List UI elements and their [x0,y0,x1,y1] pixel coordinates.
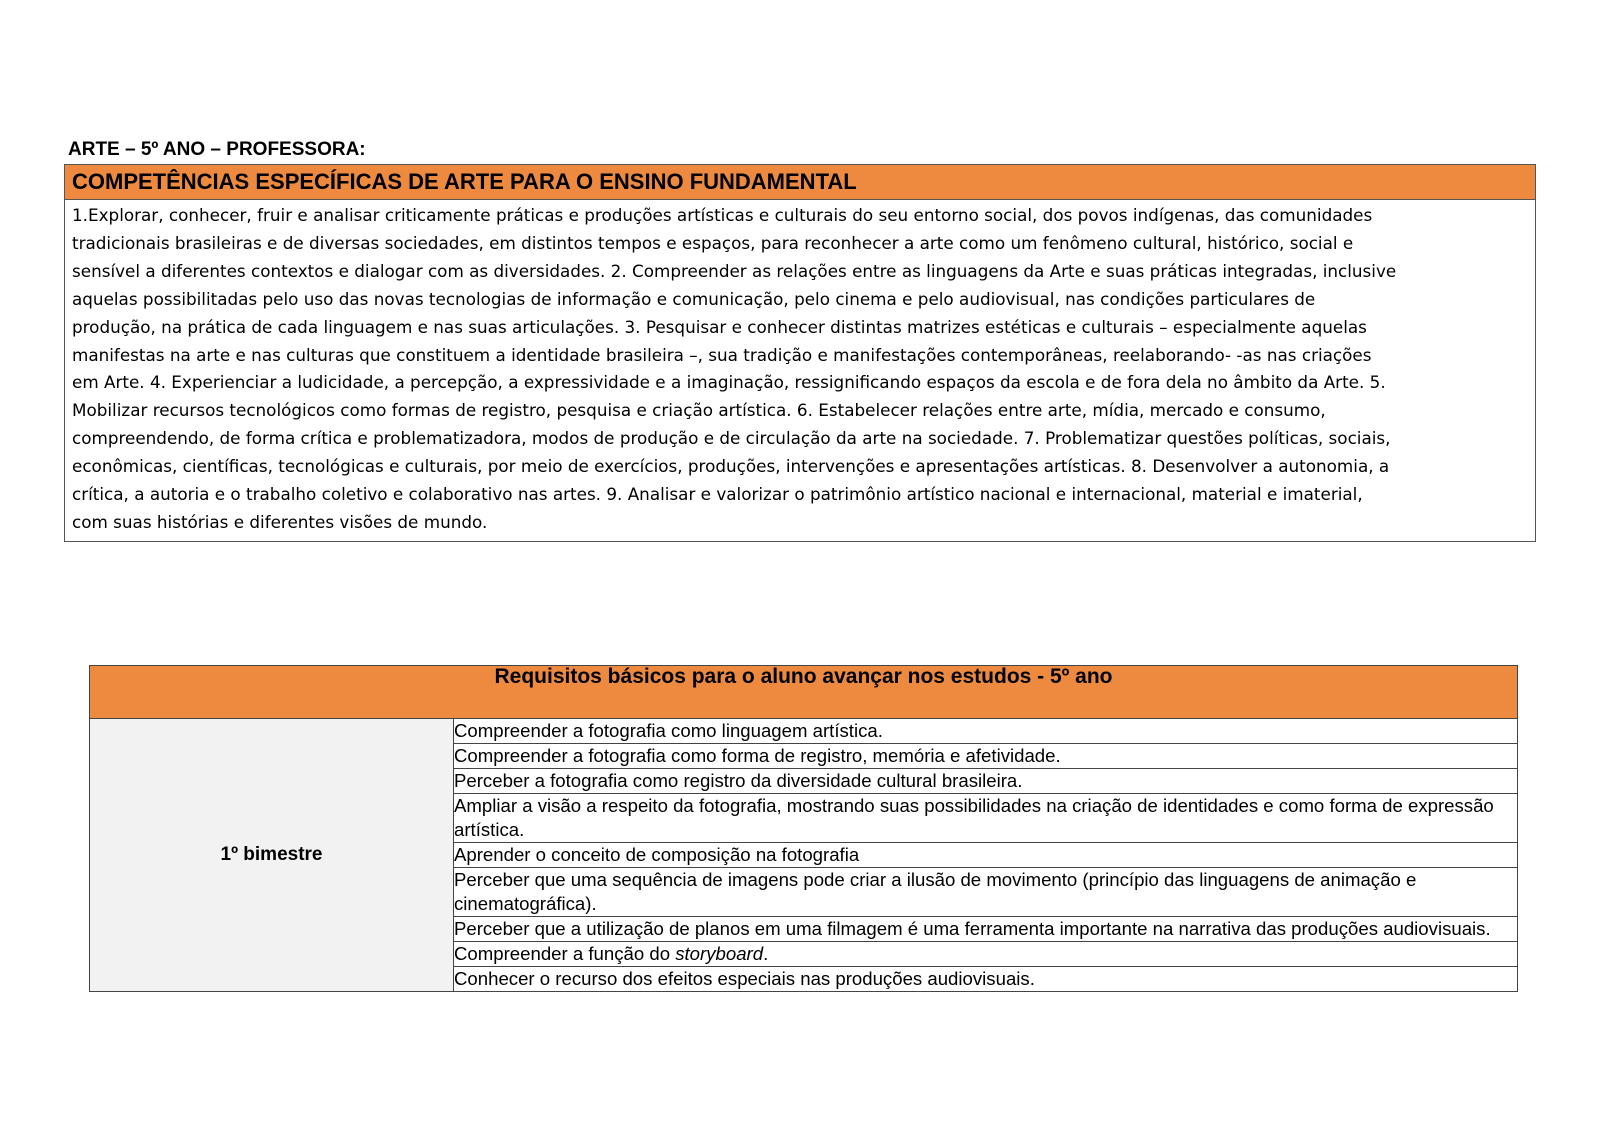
competencias-line: em Arte. 4. Experienciar a ludicidade, a percepção, a expressividade e a imaginação, ressignificando espaços da escola e de fora dela no âmbito da Arte. 5. [72,372,1386,393]
requisito-item: Compreender a fotografia como linguagem artística. [454,719,1518,744]
bimestre-label: 1º bimestre [90,719,454,992]
document-header: ARTE – 5º ANO – PROFESSORA: [68,139,366,160]
requisito-item: Conhecer o recurso dos efeitos especiais nas produções audiovisuais. [454,967,1518,992]
competencias-box [64,164,1536,542]
requisito-item-storyboard [454,942,1518,967]
storyboard-emphasis: storyboard [675,943,764,964]
competencias-line: manifestas na arte e nas culturas que constituem a identidade brasileira –, sua tradição e manifestações contemporâneas, reelaborando- -as nas criações [72,344,1372,365]
requisito-item-text: Compreender a função do [454,943,671,964]
competencias-title: COMPETÊNCIAS ESPECÍFICAS DE ARTE PARA O ENSINO FUNDAMENTAL [65,165,1535,200]
competencias-line: econômicas, científicas, tecnológicas e culturais, por meio de exercícios, produções, intervenções e apresentações artísticas. 8. Desenvolver a autonomia, a [72,456,1390,477]
competencias-line: 1.Explorar, conhecer, fruir e analisar criticamente práticas e produções artísticas e culturais do seu entorno social, dos povos indígenas, das comunidades [72,205,1373,225]
competencias-line: crítica, a autoria e o trabalho coletivo e colaborativo nas artes. 9. Analisar e valorizar o patrimônio artístico nacional e internacional, material e imaterial, [72,484,1363,505]
competencias-text [65,200,1535,541]
requisito-item: Aprender o conceito de composição na fotografia [454,843,1518,868]
competencias-line: aquelas possibilitadas pelo uso das novas tecnologias de informação e comunicação, pelo cinema e pelo audiovisual, nas condições particulares de [72,288,1316,309]
competencias-line: tradicionais brasileiras e de diversas sociedades, em distintos tempos e espaços, para reconhecer a arte como um fenômeno cultural, histórico, social e [72,232,1354,253]
requisito-item: Perceber que uma sequência de imagens pode criar a ilusão de movimento (princípio das linguagens de animação e cinematográfica). [454,868,1518,917]
requisito-item-period: . [763,943,769,964]
requisito-item: Ampliar a visão a respeito da fotografia, mostrando suas possibilidades na criação de identidades e como forma de expressão artística. [454,794,1518,843]
requisito-item: Compreender a fotografia como forma de registro, memória e afetividade. [454,744,1518,769]
competencias-line: sensível a diferentes contextos e dialogar com as diversidades. 2. Compreender as relações entre as linguagens da Arte e suas práticas integradas, inclusive [72,260,1397,281]
requisitos-title: Requisitos básicos para o aluno avançar nos estudos - 5º ano [90,666,1518,719]
competencias-line: Mobilizar recursos tecnológicos como formas de registro, pesquisa e criação artística. 6. Estabelecer relações entre arte, mídia, mercado e consumo, [72,400,1326,421]
requisitos-table [89,665,1518,992]
competencias-line: compreendendo, de forma crítica e problematizadora, modos de produção e de circulação da arte na sociedade. 7. Problematizar questões políticas, sociais, [72,428,1391,449]
requisito-item: Perceber a fotografia como registro da diversidade cultural brasileira. [454,769,1518,794]
competencias-line: produção, na prática de cada linguagem e nas suas articulações. 3. Pesquisar e conhecer distintas matrizes estéticas e culturais – especialmente aquelas [72,316,1367,337]
competencias-line: com suas histórias e diferentes visões de mundo. [72,511,488,532]
requisito-item: Perceber que a utilização de planos em uma filmagem é uma ferramenta importante na narrativa das produções audiovisuais. [454,917,1518,942]
